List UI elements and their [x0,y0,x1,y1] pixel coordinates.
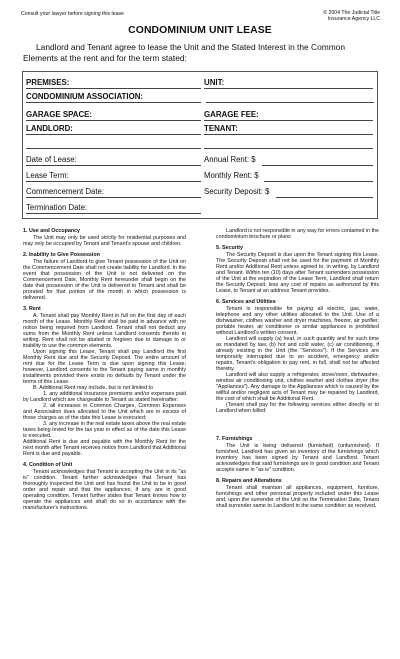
monthly-rent-label: Monthly Rent: $ [204,171,259,180]
section-heading: 4. Condition of Unit [23,461,73,468]
lease-term-field[interactable] [26,171,69,180]
premises-label: PREMISES: [26,78,70,87]
section-text: Additional Rent is due and payable with the Monthly Rent for the next month after Tenant receives notice from Landlord that Additional Rent is due and payable. [23,438,186,457]
section-text: (Tenant shall pay for the following services either directly or to Landlord when billed: [216,401,379,414]
security-deposit-line [276,197,373,198]
section-text: 1. any additional insurance premiums and/or expenses paid by Landlord which are chargeable to Tenant as stated hereinafter: [23,390,186,403]
tenant-line [204,134,373,135]
monthly-rent-line [264,181,373,182]
association-field[interactable] [26,92,143,101]
section-text: The failure of Landlord to give Tenant possession of the Unit on the Commencement Date shall not create liability for Landlord. In the event that possession of the Unit is not delivered on the Commencement Date, Monthly Rent hereunder shall begin on the date that possession of the Unit is delivered to Tenant and shall be prorated for that portion of the month in which possession is delivered. [23,258,186,301]
header-notice: Consult your lawyer before signing this lease [21,11,124,17]
association-label: CONDOMINIUM ASSOCIATION: [26,92,144,101]
security-deposit-field[interactable] [204,187,269,196]
association-line-cont [206,102,374,103]
section-heading: 1. Use and Occupancy [23,228,81,234]
section-heading: 8. Repairs and Alterations [216,477,282,484]
section-text: Tenant is responsible for paying all electric, gas, water, telephone and any other utilities allocated to the Unit. Use of a dishwasher, clothes washer and dryer machines, freezer, air purifier, portable heater, air conditioner or similar appliances is prohibited without Landlord's written consent. [216,305,379,336]
section-text: Landlord is not responsible in any way for errors contained in the condominium brochure or plans [216,228,379,240]
unit-label: UNIT: [204,78,225,87]
section-text: The Security Deposit is due upon the Tenant signing this Lease. The Security Deposit shall not be used for the payment of Monthly Rent and/or Additional Rent unless agreed to, in writing, by Landlord and Tenant. Within ten (10) days after Tenant surrenders possession of the Unit at the expiration of the Lease Term, Landlord shall return the Security Deposit, less any cost of repairs as authorized by this Lease, to Tenant at an address Tenant provides. [216,251,379,294]
garage-fee-field[interactable] [204,110,259,119]
lease-term-line [26,181,201,182]
section-heading: 3. Rent [23,305,41,312]
intro-paragraph: Landlord and Tenant agree to lease the Unit and the Stated Interest in the Common Elements at the rent and for the term stated: [23,42,345,63]
premises-line [26,88,201,89]
section-heading: 2. Inability to Give Possession [23,251,100,258]
section-text: A. Tenant shall pay Monthly Rent in full on the first day of each month of the Lease. Monthly Rent shall be paid in advance with no notice being required from Landlord. Tenant shall not deduct any sums from the Monthly Rent unless Landlord consents thereto in writing. Rent shall not be abated or forgiven due to damage to or inability to use the common elements. [23,312,186,349]
security-deposit-label: Security Deposit: $ [204,187,270,196]
lease-term-label: Lease Term: [26,171,69,180]
section-text: Landlord will also supply a refrigerator, stove/oven, dishwasher, window air conditioning unit, clothes washer and clothes dryer (the "Appliances"). Any damage to the Appliances which is caused by the willful and/or negligent acts of Tenant may be repaired by Landlord, the cost of which shall be Additional Rent. [216,371,379,402]
document-title: CONDOMINIUM UNIT LEASE [128,25,272,36]
garage-space-label: GARAGE SPACE: [26,110,93,119]
garage-fee-line [204,120,373,121]
section-text: Tenant acknowledges that Tenant is accepting the Unit in its "as is" condition. Tenant further acknowledges that Tenant has thoroughly inspected the Unit and has found the Unit to be in good order and repair and that the appliances, if any, are in good operating condition. Tenant further states that Tenant knows how to operate the appliances and shall do so in accordance with the manufacturer's instructions. [23,468,186,511]
section-text: 2. all increases in Common Charges, Common Expenses and Association dues allocated to the Unit which are in excess of those charges as of the date this Lease is executed; [23,402,186,421]
section-text: 3. any increase in the real estate taxes above the real estate taxes being levied for the tax year in effect as of the date this Lease is executed. [23,420,186,439]
unit-field[interactable] [204,78,224,87]
section-text: The Unit is being delivered (furnished) (unfurnished). If furnished, Landlord has given an inventory of the furnishings which inventory has been signed by Tenant and Landlord. Tenant acknowledges that said furnishings are in good condition and Tenant accepts same in "as is" condition. [216,442,379,473]
landlord-field[interactable] [26,124,73,133]
annual-rent-line [262,165,373,166]
right-column [216,228,379,509]
header-copyright [323,10,380,23]
date-of-lease-line [26,165,201,166]
landlord-label: LANDLORD: [26,124,73,133]
lease-terms-box [22,71,378,219]
commencement-date-line [26,197,201,198]
copyright-line-2: Insurance Agency LLC [327,16,380,23]
section-heading: 7. Furnishings [216,435,253,442]
premises-field[interactable] [26,78,69,87]
tenant-field[interactable] [204,124,238,133]
association-line [26,102,201,103]
date-of-lease-label: Date of Lease: [26,155,77,164]
tenant-line-2 [204,148,373,149]
termination-date-field[interactable] [26,203,87,212]
section-heading: 6. Services and Utilities [216,299,276,306]
annual-rent-label: Annual Rent: $ [204,155,256,164]
annual-rent-field[interactable] [204,155,256,164]
garage-space-field[interactable] [26,110,92,119]
garage-fee-label: GARAGE FEE: [204,110,259,119]
monthly-rent-field[interactable] [204,171,259,180]
termination-date-line [26,213,201,214]
landlord-line-2 [26,148,201,149]
unit-line [204,88,373,89]
section-text: Upon signing this Lease, Tenant shall pay Landlord the first Monthly Rent due and the Security Deposit. The entire amount of rent due for the Lease Term is due upon signing this Lease; however, Landlord consents to the Tenant paying same in monthly installments provided there exists no defaults by Tenant under the terms of this Lease. [23,348,186,385]
tenant-label: TENANT: [204,124,238,133]
termination-date-label: Termination Date: [26,203,88,212]
section-text: Landlord will supply (a) heat, in such quantity and for such time as mandated by law, (b) hot and cold water, (c) air conditioning, if already existing in the Unit (the "Services"). If the Services are temporarily interrupted due to an accident, emergency and/or repairs, Tenant's obligation to pay rent, in full, shall not be affected thereby. [216,335,379,372]
copyright-line-1: © 2004 The Judicial Title [323,10,380,16]
section-text: The Unit may only be used strictly for residential purposes and may only be occupied by Tenant and Tenant's spouse and children. [23,234,186,247]
landlord-line [26,134,201,135]
commencement-date-field[interactable] [26,187,104,196]
date-of-lease-field[interactable] [26,155,77,164]
garage-space-line [26,120,201,121]
commencement-date-label: Commencement Date: [26,187,104,196]
section-heading: 5. Security [216,245,244,252]
left-column [23,228,186,511]
section-text: Tenant shall maintain all appliances, equipment, furniture, furnishings and other personal property included under this Lease and, upon the surrender of the Unit on the Termination Date, Tenant shall surrender same to Landlord in the same condition as received, [216,484,379,509]
section-text: B. Additional Rent may include, but is not limited to [33,384,154,391]
